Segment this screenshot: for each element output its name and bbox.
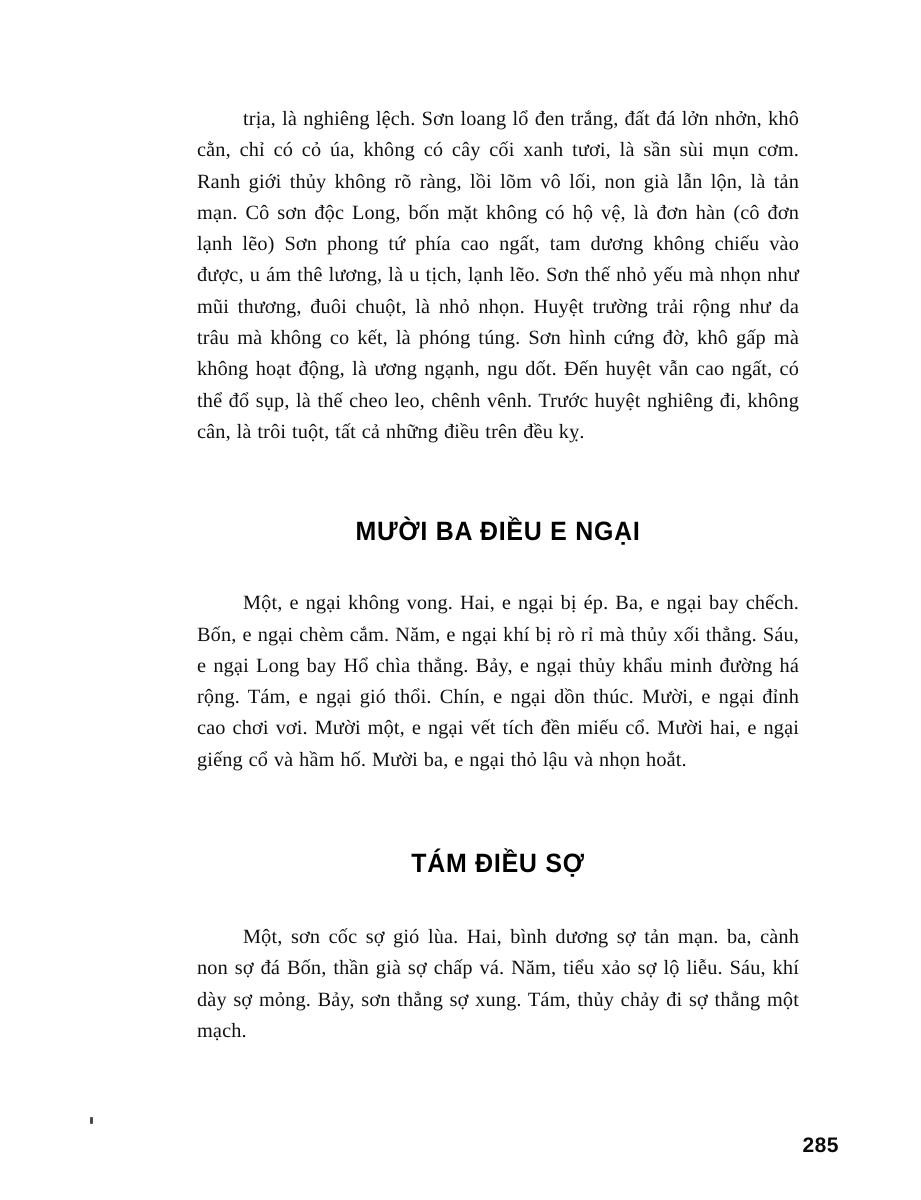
spacer-before-heading-two (197, 776, 799, 846)
section-one-paragraph: Một, e ngại không vong. Hai, e ngại bị ép. Ba, e ngại bay chếch. Bốn, e ngại chèm cắm. Năm, e ngại khí bị rò rỉ mà thủy xối thẳng. Sáu, e ngại Long bay Hổ chìa thẳng. Bảy, e ngại thủy khẩu minh đường há rộng. Tám, e ngại gió thổi. Chín, e ngại dồn thúc. Mười, e ngại đỉnh cao chơi vơi. Mười một, e ngại vết tích đền miếu cổ. Mười hai, e ngại giếng cổ và hầm hố. Mười ba, e ngại thỏ lậu và nhọn hoắt. (197, 592, 799, 771)
page-number: 285 (802, 1134, 839, 1157)
section-heading-muoi-ba-dieu-e-ngai: MƯỜI BA ĐIỀU E NGẠI (355, 516, 641, 547)
spacer-after-heading-two (197, 880, 799, 922)
page-text-column (197, 104, 799, 1047)
section-heading-tam-dieu-so: TÁM ĐIỀU SỢ (411, 848, 585, 879)
spacer-after-heading-one (197, 548, 799, 588)
body-paragraph-continuation: trịa, là nghiêng lệch. Sơn loang lổ đen trắng, đất đá lởn nhởn, khô cằn, chỉ có cỏ úa, không có cây cối xanh tươi, là sần sùi mụn cơm. Ranh giới thủy không rõ ràng, lồi lõm vô lối, non già lẫn lộn, là tản mạn. Cô sơn độc Long, bốn mặt không có hộ vệ, là đơn hàn (cô đơn lạnh lẽo) Sơn phong tứ phía cao ngất, tam dương không chiếu vào được, u ám thê lương, là u tịch, lạnh lẽo. Sơn thế nhỏ yếu mà nhọn như mũi thương, đuôi chuột, là nhỏ nhọn. Huyệt trường trải rộng như da trâu mà không co kết, là phóng túng. Sơn hình cứng đờ, khô gấp mà không hoạt động, là ương ngạnh, ngu dốt. Đến huyệt vẫn cao ngất, có thể đổ sụp, là thế cheo leo, chênh vênh. Trước huyệt nghiêng đi, không cân, là trôi tuột, tất cả những điều trên đều kỵ. (197, 108, 799, 443)
spacer-before-heading-one (197, 448, 799, 514)
section-two-paragraph: Một, sơn cốc sợ gió lùa. Hai, bình dương sợ tản mạn. ba, cành non sợ đá Bốn, thần già sợ chấp vá. Năm, tiểu xảo sợ lộ liễu. Sáu, khí dày sợ mỏng. Bảy, sơn thẳng sợ xung. Tám, thủy chảy đi sợ thẳng một mạch. (197, 926, 799, 1042)
scan-artifact-speck (90, 1117, 93, 1124)
